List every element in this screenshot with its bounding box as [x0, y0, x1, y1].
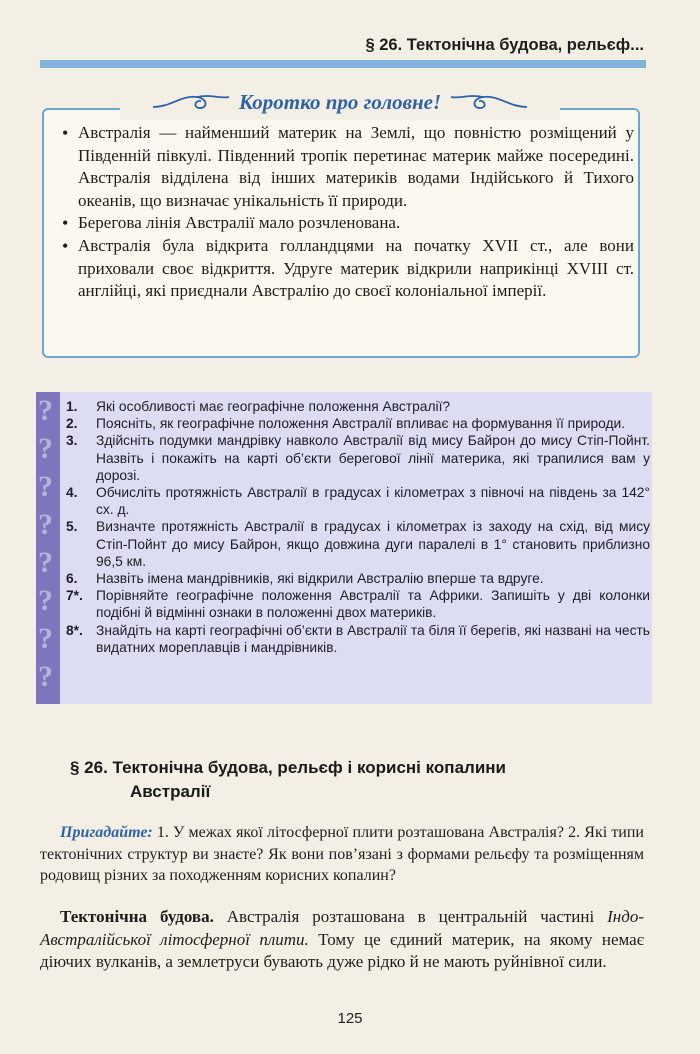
question-number: 7*.: [66, 588, 83, 604]
body-paragraph: [40, 906, 644, 974]
header-rule: [40, 60, 646, 68]
question-text: Назвіть імена мандрівників, які відкрили Австралію вперше та вдруге.: [96, 571, 544, 587]
question-text: Поясніть, як географічне положення Австралії впливає на формування її природи.: [96, 416, 626, 432]
body-text-part-1: Австралія розташована в центральній частині: [213, 907, 608, 926]
question-number: 3.: [66, 433, 78, 449]
question-mark-icon: ?: [38, 546, 53, 579]
section-title: [70, 756, 630, 804]
question-number: 4.: [66, 485, 78, 501]
question-text: Порівняйте географічне положення Австралії та Африки. Запишіть у дві колонки подібні й відмінні ознаки в положенні двох материків.: [96, 588, 650, 621]
summary-item: • Берегова лінія Австралії мало розчленована.: [60, 212, 634, 235]
body-italic-term: Індо-Австралійської літосферної плити.: [40, 907, 644, 949]
paragraph-lead: Тектонічна будова.: [60, 907, 214, 926]
question-item: [66, 484, 650, 518]
summary-item: • Австралія — найменший материк на Землі, що повністю розміщений у Південній півкулі. Південний тропік перетинає материк майже посередині. Австралія відділена від інших материків водами Індійського й Тихого океанів, що визначає унікальність її природи.: [60, 122, 634, 212]
question-text: Знайдіть на карті географічні об’єкти в Австралії та біля її берегів, які названі на честь видатних мореплавців і мандрівників.: [96, 622, 650, 655]
question-mark-icon: ?: [38, 584, 53, 617]
summary-item: • Австралія була відкрита голландцями на початку XVII ст., але вони приховали своє відкриття. Удруге материк відкрили наприкінці XVIII ст. англійці, які приєднали Австралію до своєї колоніальної імперії.: [60, 235, 634, 303]
question-text: Які особливості має географічне положення Австралії?: [96, 399, 451, 414]
question-mark-icon: ?: [38, 660, 53, 693]
question-mark-icon: ?: [38, 622, 53, 655]
swirl-ornament-right-icon: [449, 91, 529, 113]
running-head: § 26. Тектонічна будова, рельєф...: [365, 36, 644, 54]
question-item: [66, 398, 650, 415]
question-item: [66, 415, 650, 432]
question-number: 8*.: [66, 622, 83, 638]
question-item: [66, 432, 650, 484]
questions-list: [66, 398, 650, 656]
body-text-part-2: Тому це єдиний материк, на якому немає діючих вулканів, а землетруси бувають дуже рідко й не мають руйнівної сили.: [40, 929, 644, 972]
section-title-line-1: § 26. Тектонічна будова, рельєф і корисні копалини: [70, 758, 506, 777]
summary-title-banner: [120, 84, 560, 120]
questions-block: [36, 392, 652, 704]
page-number: 125: [337, 1010, 363, 1027]
question-text: Визначте протяжність Австралії в градусах і кілометрах із заходу на схід, від мису Стіп-Пойнт до мису Байрон, якщо довжина дуги паралелі в 1° становить приблизно 96,5 км.: [96, 519, 650, 569]
question-number: 2.: [66, 416, 78, 432]
question-item: [66, 587, 650, 621]
question-number: 6.: [66, 571, 78, 587]
remember-paragraph: [40, 822, 644, 887]
remember-label: Пригадайте:: [60, 824, 153, 841]
question-mark-icon: ?: [38, 394, 53, 427]
question-text: Здійсніть подумки мандрівку навколо Австралії від мису Байрон до мису Стіп-Пойнт. Назвіть і покажіть на карті об’єкти берегової лінії материка, які трапилися вам у дорозі.: [96, 433, 650, 483]
question-text: Обчисліть протяжність Австралії в градусах і кілометрах з півночі на південь за 142° сх. д.: [96, 485, 650, 518]
question-item: [66, 622, 650, 656]
swirl-ornament-left-icon: [151, 91, 231, 113]
question-mark-icon: ?: [38, 508, 53, 541]
question-number: 5.: [66, 519, 78, 535]
section-title-line-2: Австралії: [130, 782, 211, 801]
question-item: [66, 518, 650, 570]
question-mark-icon: ?: [38, 432, 53, 465]
question-mark-icon: ?: [38, 470, 53, 503]
question-marks-strip: [36, 392, 60, 704]
question-number: 1.: [66, 399, 78, 414]
summary-list: [60, 122, 634, 303]
question-item: [66, 570, 650, 587]
remember-text: 1. У межах якої літосферної плити розташована Австралія? 2. Які типи тектонічних структур ви знаєте? Як вони пов’язані з формами рельєфу та розміщенням родовищ різних за походженням корисних копалин?: [40, 824, 644, 885]
summary-title: Коротко про головне!: [238, 89, 442, 114]
